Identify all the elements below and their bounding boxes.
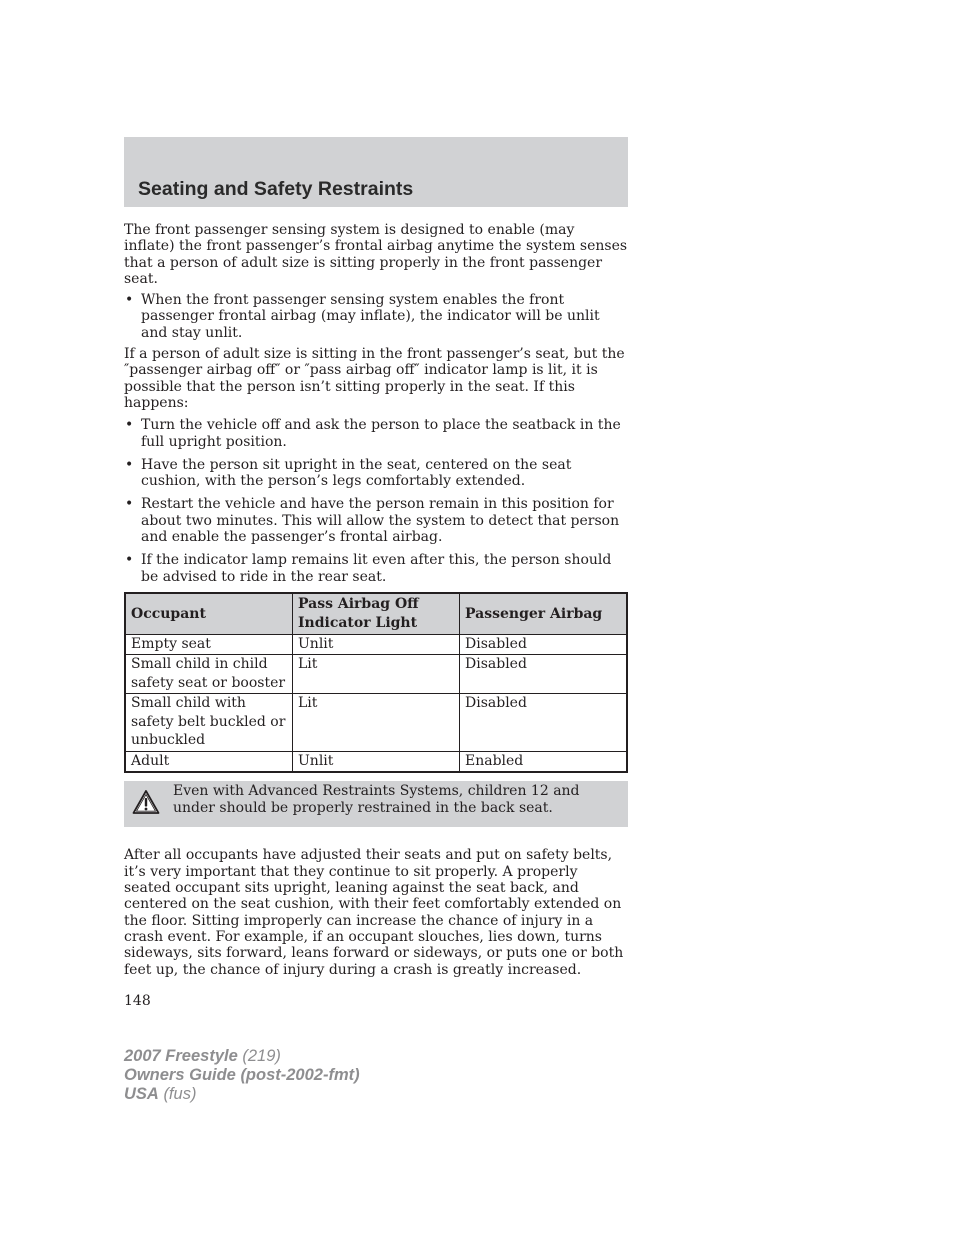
table-cell: Small child in child safety seat or booster [125,655,293,694]
footer-line: Owners Guide (post-2002-fmt) [124,1065,360,1084]
footer-line: USA (fus) [124,1084,197,1103]
table-row [125,655,627,694]
table-cell: Unlit [293,751,460,772]
table-cell: Empty seat [125,634,293,655]
list-item: • Have the person sit upright in the seat, centered on the seat cushion, with the person’s legs comfortably extended. [125,456,572,490]
table-cell: Disabled [460,655,628,694]
list-item: • Restart the vehicle and have the person remain in this position for about two minutes. This will allow the system to detect that person and enable the passenger’s frontal airbag. [125,496,620,546]
bullet-icon: • [125,292,134,309]
column-header: Pass Airbag Off Indicator Light [293,593,460,635]
bullet-icon: • [125,496,134,513]
table-cell: Lit [293,694,460,752]
warning-text: Even with Advanced Restraints Systems, children 12 and under should be properly restrained in the back seat. [173,783,580,816]
table-cell: Disabled [460,694,628,752]
table-header-row [125,593,627,635]
column-header: Passenger Airbag [460,593,628,635]
footer [124,1047,360,1103]
footer-line: 2007 Freestyle (219) [124,1047,281,1065]
bullet-list-2 [124,417,628,585]
bullet-icon: • [125,456,134,473]
table-row [125,634,627,655]
page-number: 148 [124,992,151,1009]
table-cell: Small child with safety belt buckled or unbuckled [125,694,293,752]
list-item: • Turn the vehicle off and ask the person to place the seatback in the full upright position. [125,417,621,450]
table-row [125,694,627,752]
table-cell: Adult [125,751,293,772]
table-cell: Disabled [460,634,628,655]
mid-paragraph: If a person of adult size is sitting in the front passenger’s seat, but the ″passenger airbag off″ or ″pass airbag off″ indicator lamp is lit, it is possible that the person isn’t sitting properly in the seat. If this happens: [124,346,625,411]
page-content [124,222,628,1009]
table-row [125,751,627,772]
list-item: • If the indicator lamp remains lit even after this, the person should be advised to ride in the rear seat. [125,552,612,585]
bullet-list-1 [124,292,628,341]
intro-paragraph: The front passenger sensing system is designed to enable (may inflate) the front passenger’s frontal airbag anytime the system senses that a person of adult size is sitting properly in the front passenger seat. [124,222,628,287]
list-item: • When the front passenger sensing system enables the front passenger frontal airbag (may inflate), the indicator will be unlit and stay unlit. [125,292,600,341]
occupant-airbag-table [124,592,628,774]
warning-triangle-icon [132,789,160,815]
closing-paragraph: After all occupants have adjusted their seats and put on safety belts, it’s very important that they continue to sit properly. A properly seated occupant sits upright, leaning against the seat back, and centered on the seat cushion, with their feet comfortably extended on the floor. Sitting improperly can increase the chance of injury in a crash event. For example, if an occupant slouches, lies down, turns sideways, sits forward, leans forward or sideways, or puts one or both feet up, the chance of injury during a crash is greatly increased. [124,847,624,978]
table-cell: Enabled [460,751,628,772]
bullet-icon: • [125,552,134,569]
bullet-icon: • [125,417,134,434]
table-cell: Lit [293,655,460,694]
warning-box [124,781,628,827]
column-header: Occupant [125,593,293,635]
section-title: Seating and Safety Restraints [138,178,414,200]
table-cell: Unlit [293,634,460,655]
section-header [124,137,628,207]
